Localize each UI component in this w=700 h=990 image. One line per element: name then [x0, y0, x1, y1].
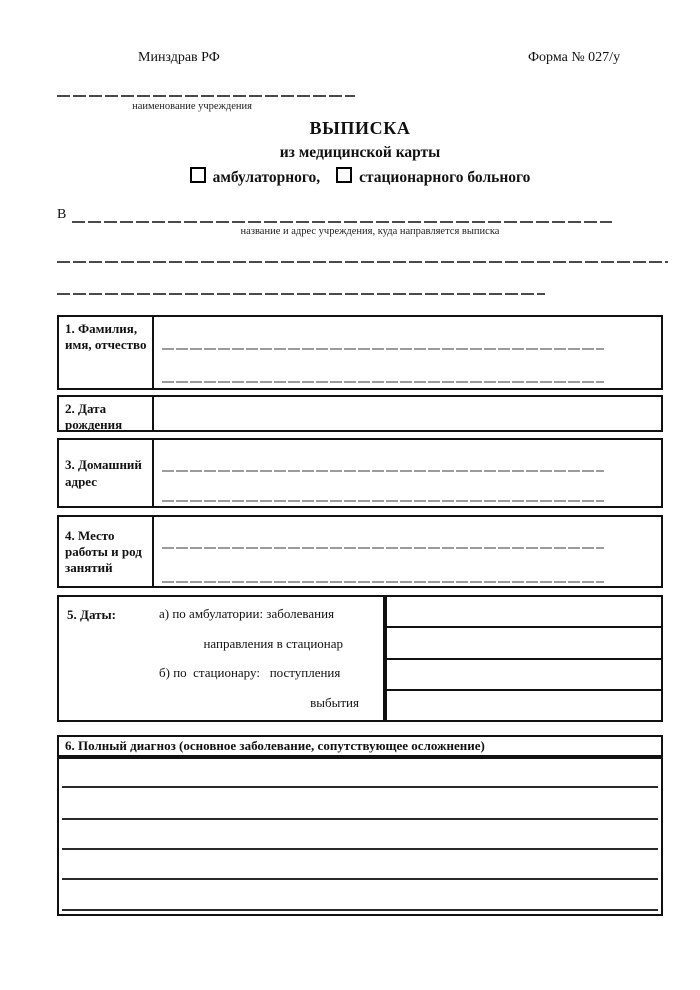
write-line	[162, 348, 604, 350]
write-line	[162, 581, 604, 583]
hospital-referral-date-label: направления в стационар	[203, 635, 343, 651]
write-line	[162, 500, 604, 502]
write-line	[62, 786, 658, 788]
admission-date-label: б) по стационару: поступления	[159, 665, 341, 681]
form-number-label: Форма № 027/у	[528, 50, 621, 65]
institution-caption: наименование учреждения	[132, 101, 252, 112]
patient-type-row	[20, 167, 700, 187]
destination-caption: название и адрес учреждения, куда направляется выписка	[240, 226, 500, 237]
write-line	[62, 848, 658, 850]
field-row-full-name	[57, 315, 663, 390]
write-line	[162, 381, 604, 383]
inpatient-checkbox[interactable]	[336, 167, 352, 183]
destination-continuation-line-2[interactable]	[57, 293, 545, 295]
work-place-label: 4. Место работы и род занятий	[59, 517, 154, 586]
illness-date-cell[interactable]	[387, 597, 661, 628]
form-subtitle: из медицинской карты	[279, 144, 441, 161]
write-line	[62, 909, 658, 911]
write-line	[162, 547, 604, 549]
full-name-label: 1. Фамилия, имя, отчество	[59, 317, 154, 388]
home-address-label: 3. Домашний адрес	[59, 440, 154, 506]
form-title: ВЫПИСКА	[309, 118, 411, 138]
write-line	[62, 878, 658, 880]
full-name-input-area[interactable]	[154, 317, 661, 388]
admission-date-cell[interactable]	[387, 660, 661, 691]
referral-date-cell[interactable]	[387, 628, 661, 659]
work-place-input-area[interactable]	[154, 517, 661, 586]
field-row-birth-date	[57, 395, 663, 432]
dates-sublabels	[159, 599, 359, 718]
dates-input-column	[385, 595, 663, 722]
field-row-work-place	[57, 515, 663, 588]
diagnosis-header: 6. Полный диагноз (основное заболевание, сопутствующее осложнение)	[57, 735, 663, 757]
inpatient-label: стационарного больного	[359, 169, 531, 186]
ambulatory-checkbox[interactable]	[190, 167, 206, 183]
dates-section	[57, 595, 663, 722]
ambulatory-label: амбулаторного,	[212, 169, 321, 186]
write-line	[62, 818, 658, 820]
birth-date-input-area[interactable]	[154, 397, 661, 430]
institution-name-line[interactable]	[57, 95, 355, 97]
dates-label: 5. Даты:	[67, 607, 116, 622]
discharge-date-label: выбытия	[310, 695, 359, 711]
diagnosis-input-area[interactable]	[57, 757, 663, 916]
field-row-home-address	[57, 438, 663, 508]
home-address-input-area[interactable]	[154, 440, 661, 506]
birth-date-label: 2. Дата рождения	[59, 397, 154, 430]
destination-continuation-line-1[interactable]	[57, 261, 668, 263]
discharge-date-cell[interactable]	[387, 691, 661, 720]
write-line	[162, 470, 604, 472]
dates-labels-box	[57, 595, 385, 722]
ministry-label: Минздрав РФ	[138, 50, 220, 65]
destination-fill-line[interactable]	[72, 221, 612, 223]
ambulatory-illness-date-label: а) по амбулатории: заболевания	[159, 605, 335, 621]
destination-prefix: В	[57, 207, 67, 222]
